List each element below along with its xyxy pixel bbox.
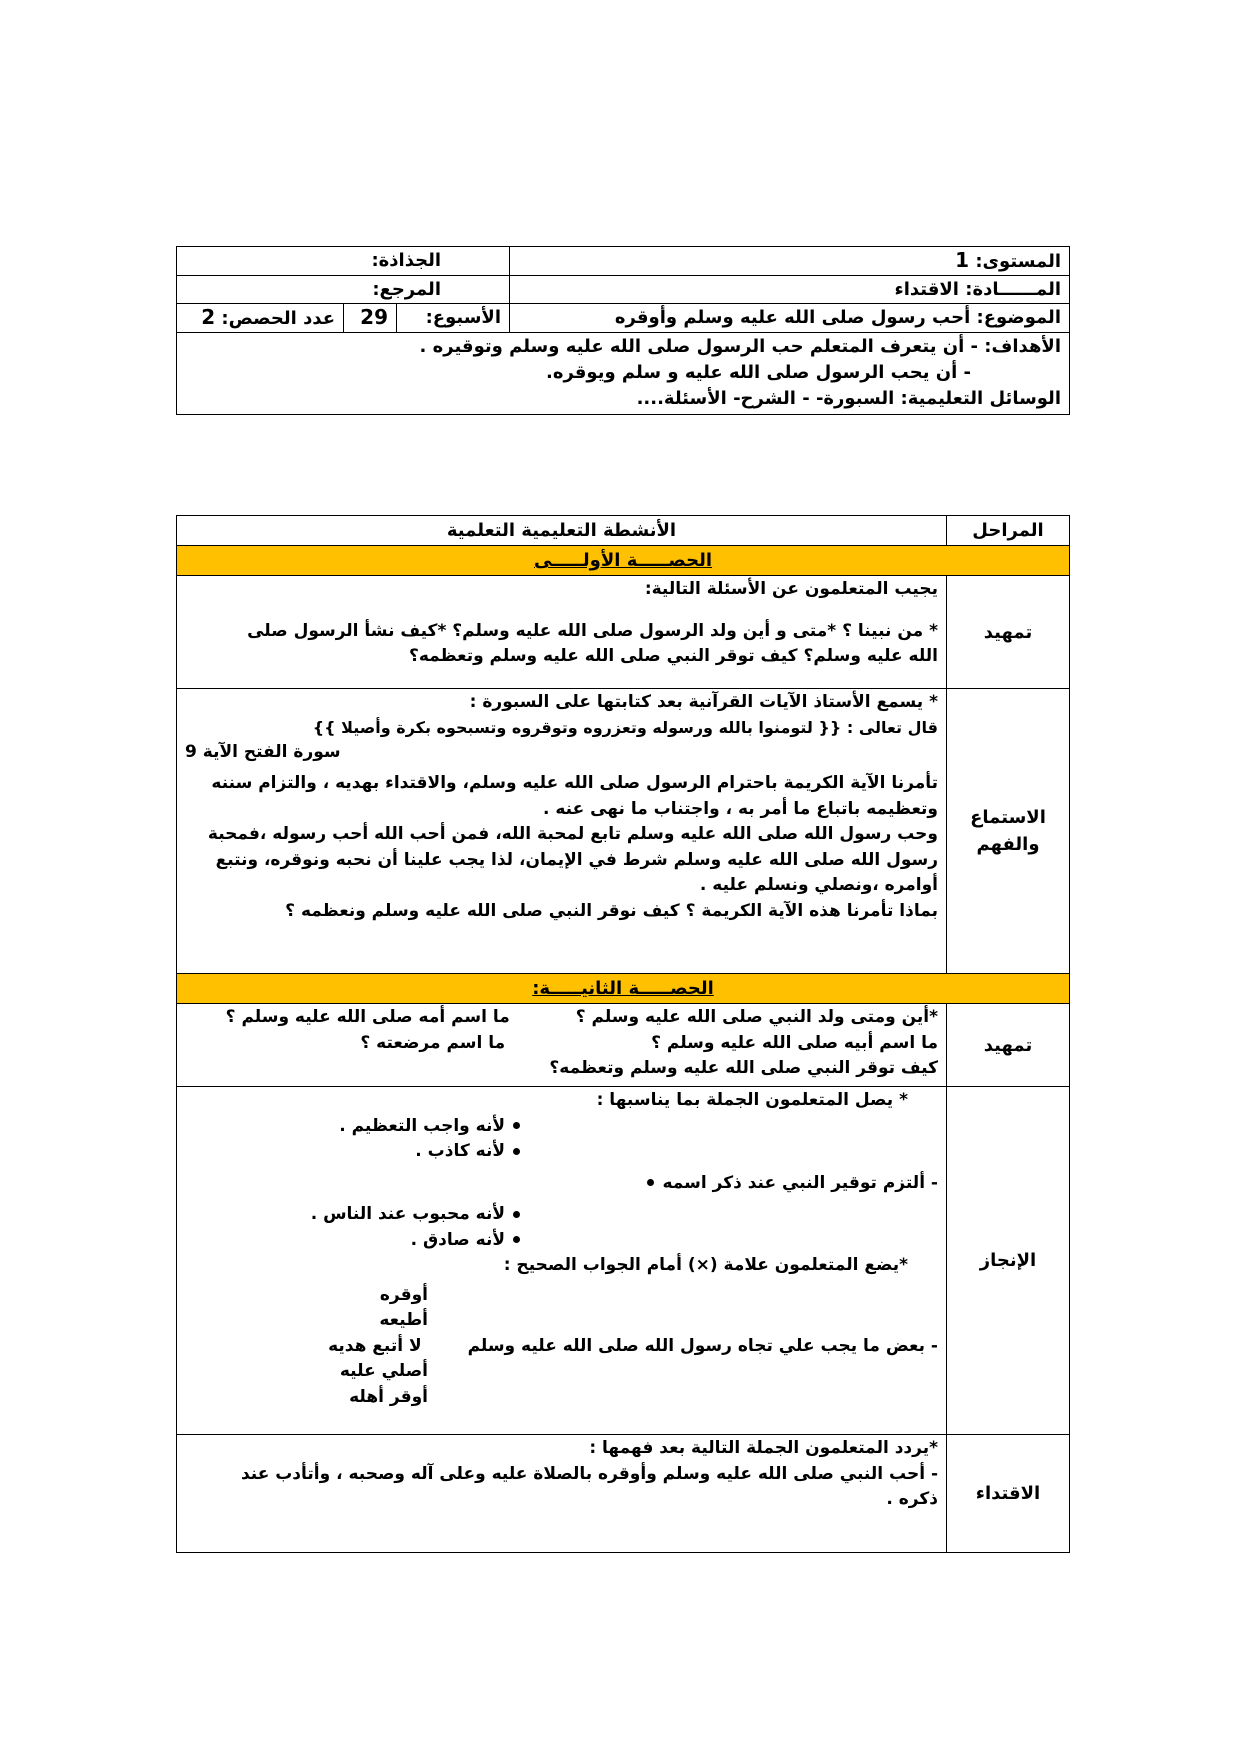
goals-line-1: الأهداف: - أن يتعرف المتعلم حب الرسول صلى الله عليه وسلم وتوقيره . xyxy=(419,336,1061,357)
achievement-content xyxy=(177,1087,947,1435)
listening-line-1: * يسمع الأستاذ الآيات القرآنية بعد كتابتها على السبورة : xyxy=(469,692,938,712)
bullet-icon xyxy=(513,1236,520,1243)
session-1-title xyxy=(177,546,1070,576)
answer-2: أطيعه xyxy=(379,1310,428,1330)
reference-cell xyxy=(177,276,510,304)
emulation-line-1: *يردد المتعلمون الجملة التالية بعد فهمها : xyxy=(589,1438,938,1458)
match-option-3-text: لأنه محبوب عند الناس . xyxy=(310,1204,505,1224)
intro-1-row xyxy=(177,576,1070,689)
listening-verse: قال تعالى : {{ لتومنوا بالله ورسوله وتعزروه وتوقروه وتسبحوه بكرة وأصيلا }} xyxy=(312,717,938,737)
achievement-question-row xyxy=(185,1334,938,1360)
intro-2-content xyxy=(177,1004,947,1087)
level-value: 1 xyxy=(955,248,970,272)
answer-4: أصلي عليه xyxy=(339,1361,428,1381)
achievement-stage: الإنجاز xyxy=(947,1087,1070,1435)
intro-2-row xyxy=(177,1004,1070,1087)
answer-1: أوقره xyxy=(379,1284,428,1305)
subject-label: المــــــادة: xyxy=(965,279,1061,300)
session-1-row xyxy=(177,546,1070,576)
intro-1-stage: تمهيد xyxy=(947,576,1070,689)
listening-stage-line-1: الاستماع xyxy=(970,807,1046,828)
lesson-info-table xyxy=(176,246,1070,415)
intro-2-q3: ما اسم أبيه صلى الله عليه وسلم ؟ xyxy=(651,1032,938,1053)
listening-line-7: رسول الله صلى الله عليه وسلم شرط في الإيمان، لذا يجب علينا أن نحبه ونوقره، ونتبع xyxy=(215,849,938,870)
match-option-1 xyxy=(185,1114,528,1140)
intro-2-q1: *أين ومتى ولد النبي صلى الله عليه وسلم ؟ xyxy=(575,1007,938,1027)
sessions-label: عدد الحصص: xyxy=(221,308,335,329)
info-row-3 xyxy=(177,304,1070,333)
achievement-task-2: *يضع المتعلمون علامة (×) أمام الجواب الصحيح : xyxy=(503,1255,908,1275)
root-cell xyxy=(177,247,510,276)
achievement-row xyxy=(177,1087,1070,1435)
header-row xyxy=(177,516,1070,546)
answer-3: لا أتبع هديه xyxy=(328,1335,422,1356)
match-option-2-text: لأنه كاذب . xyxy=(415,1141,505,1161)
week-value: 29 xyxy=(360,305,388,329)
emulation-line-3: ذكره . xyxy=(886,1489,938,1509)
intro-1-content xyxy=(177,576,947,689)
achievement-question: - بعض ما يجب علي تجاه رسول الله صلى الله عليه وسلم xyxy=(467,1335,938,1356)
answer-5: أوقر أهله xyxy=(349,1386,428,1407)
listening-stage-line-2: والفهم xyxy=(976,834,1040,855)
reference-label: المرجع: xyxy=(372,279,441,300)
match-option-3 xyxy=(185,1202,528,1228)
session-2-row xyxy=(177,974,1070,1004)
emulation-stage: الاقتداء xyxy=(947,1435,1070,1553)
stages-header: المراحل xyxy=(947,516,1070,546)
intro-2-q4: ما اسم مرضعته ؟ xyxy=(360,1032,506,1053)
sessions-value: 2 xyxy=(201,305,216,329)
week-label-cell xyxy=(397,304,510,333)
intro-2-line-2 xyxy=(185,1031,938,1057)
info-row-2 xyxy=(177,276,1070,304)
listening-line-5: وتعظيمه باتباع ما أمر به ، واجتناب ما نهى عنه . xyxy=(542,798,938,819)
topic-cell xyxy=(510,304,1070,333)
topic-label: الموضوع: xyxy=(976,307,1061,328)
bullet-icon xyxy=(513,1148,520,1155)
intro-2-q2: ما اسم أمه صلى الله عليه وسلم ؟ xyxy=(225,1007,510,1027)
listening-verse-ref: سورة الفتح الآية 9 xyxy=(185,741,341,762)
info-row-4 xyxy=(177,333,1070,415)
match-option-2 xyxy=(185,1139,528,1165)
listening-line-8: أوامره ،ونصلي ونسلم عليه . xyxy=(699,875,938,895)
emulation-row xyxy=(177,1435,1070,1553)
goals-cell xyxy=(177,333,1070,415)
match-sentence-text: - ألتزم توقير النبي عند ذكر اسمه xyxy=(662,1172,938,1193)
bullet-icon xyxy=(513,1122,520,1129)
emulation-content xyxy=(177,1435,947,1553)
session-2-title xyxy=(177,974,1070,1004)
level-label: المستوى: xyxy=(975,251,1061,272)
listening-line-6: وحب رسول الله صلى الله عليه وسلم تابع لمحبة الله، فمن أحب الله أحب رسوله ،فمحبة xyxy=(207,824,938,844)
bullet-icon xyxy=(647,1179,654,1186)
emulation-line-2: - أحب النبي صلى الله عليه وسلم وأوقره بالصلاة عليه وعلى آله وصحبه ، وأتأدب عند xyxy=(240,1463,938,1484)
intro-2-line-1 xyxy=(185,1005,938,1031)
level-cell xyxy=(510,247,1070,276)
means-line: الوسائل التعليمية: السبورة- - الشرح- الأسئلة.... xyxy=(636,388,1061,410)
week-label: الأسبوع: xyxy=(425,307,501,328)
match-option-1-text: لأنه واجب التعظيم . xyxy=(339,1115,505,1136)
subject-cell xyxy=(510,276,1070,304)
intro-2-line-3: كيف توقر النبي صلى الله عليه وسلم وتعظمه؟ xyxy=(549,1058,938,1078)
intro-1-line-2: * من نبينا ؟ *متى و أين ولد الرسول صلى الله عليه وسلم؟ *كيف نشأ الرسول صلى xyxy=(247,620,938,641)
subject-value: الاقتداء xyxy=(894,279,959,300)
match-option-4 xyxy=(185,1228,528,1254)
intro-2-stage: تمهيد xyxy=(947,1004,1070,1087)
intro-1-line-1: يجيب المتعلمون عن الأسئلة التالية: xyxy=(644,579,938,599)
intro-1-line-3: الله عليه وسلم؟ كيف توقر النبي صلى الله عليه وسلم وتعظمه؟ xyxy=(408,646,938,666)
activities-table xyxy=(176,515,1070,1553)
listening-stage xyxy=(947,689,1070,974)
session-1-label: الحصـــــة الأولـــــى xyxy=(533,550,713,571)
match-sentence xyxy=(185,1171,938,1197)
listening-line-4: تأمرنا الآية الكريمة باحترام الرسول صلى الله عليه وسلم، والاقتداء بهديه ، والتزام سننه xyxy=(211,773,938,793)
sessions-cell xyxy=(177,304,344,333)
goals-line-2: - أن يحب الرسول صلى الله عليه و سلم ويوقره. xyxy=(545,362,971,384)
bullet-icon xyxy=(513,1211,520,1218)
match-option-4-text: لأنه صادق . xyxy=(410,1229,505,1250)
listening-content xyxy=(177,689,947,974)
activities-header: الأنشطة التعليمية التعلمية xyxy=(177,516,947,546)
listening-row xyxy=(177,689,1070,974)
listening-line-9: بماذا تأمرنا هذه الآية الكريمة ؟ كيف نوقر النبي صلى الله عليه وسلم ونعظمه ؟ xyxy=(285,900,938,921)
week-value-cell xyxy=(344,304,397,333)
achievement-task-1: * يصل المتعلمون الجملة بما يناسبها : xyxy=(596,1090,908,1110)
info-row-1 xyxy=(177,247,1070,276)
session-2-label: الحصـــــة الثانيـــــة: xyxy=(532,978,714,999)
root-label: الجذاذة: xyxy=(371,250,441,271)
topic-value: أحب رسول صلى الله عليه وسلم وأوقره xyxy=(614,307,971,328)
